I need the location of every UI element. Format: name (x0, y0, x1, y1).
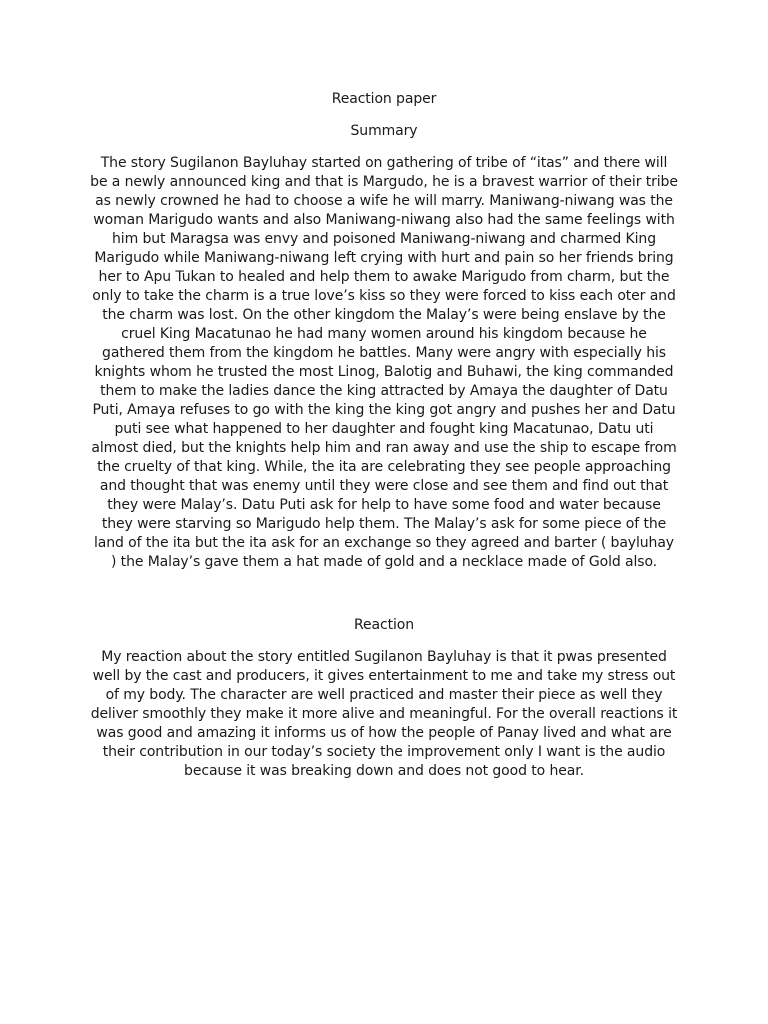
summary-paragraph: The story Sugilanon Bayluhay started on gathering of tribe of “itas” and there will be a newly announced king and that is Margudo, he is a bravest warrior of their tribe as newly crowned he had to choose a wife he will marry. Maniwang-niwang was the woman Marigudo wants and also Maniwang-niwang also had the same feelings with him but Maragsa was envy and poisoned Maniwang-niwang and charmed King Marigudo while Maniwang-niwang left crying with hurt and pain so her friends bring her to Apu Tukan to healed and help them to awake Marigudo from charm, but the only to take the charm is a true love’s kiss so they were forced to kiss each oter and the charm was lost. On the other kingdom the Malay’s were being enslave by the cruel King Macatunao he had many women around his kingdom because he gathered them from the kingdom he battles. Many were angry with especially his knights whom he trusted the most Linog, Balotig and Buhawi, the king commanded them to make the ladies dance the king attracted by Amaya the daughter of Datu Puti, Amaya refuses to go with the king the king got angry and pushes her and Datu puti see what happened to her daughter and fought king Macatunao, Datu uti almost died, but the knights help him and ran away and use the ship to escape from the cruelty of that king. While, the ita are celebrating they see people approaching and thought that was enemy until they were close and see them and find out that they were Malay’s. Datu Puti ask for help to have some food and water because they were starving so Marigudo help them. The Malay’s ask for some piece of the land of the ita but the ita ask for an exchange so they agreed and barter ( bayluhay ) the Malay’s gave them a hat made of gold and a necklace made of Gold also. (90, 155, 678, 570)
summary-heading: Summary (350, 123, 418, 139)
reaction-heading: Reaction (353, 617, 414, 633)
reaction-paragraph: My reaction about the story entitled Sugilanon Bayluhay is that it pwas presented well by the cast and producers, it gives entertainment to me and take my stress out of my body. The character are well practiced and master their piece as well they deliver smoothly they make it more alive and meaningful. For the overall reactions it was good and amazing it informs us of how the people of Panay lived and what are their contribution in our today’s society the improvement only I want is the audio because it was breaking down and does not good to hear. (90, 649, 678, 779)
page-title: Reaction paper (331, 91, 437, 107)
section-spacer (90, 572, 678, 616)
document-page (90, 90, 678, 781)
